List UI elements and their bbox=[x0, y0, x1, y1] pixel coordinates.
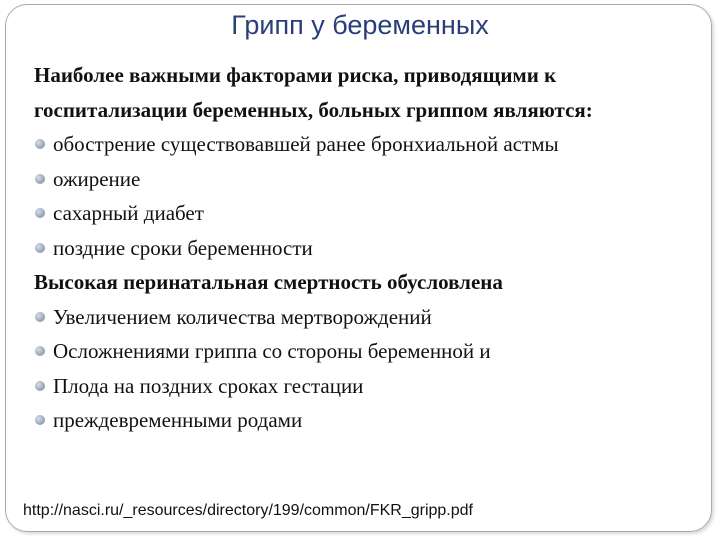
list-item-text: Увеличением количества мертворождений bbox=[53, 304, 432, 329]
list-item bbox=[34, 403, 694, 438]
list-item-text: сахарный диабет bbox=[53, 201, 204, 225]
bullet-icon bbox=[35, 174, 45, 184]
bullet-icon bbox=[35, 312, 45, 322]
bullet-icon bbox=[35, 381, 45, 391]
list-item-text: обострение существовавшей ранее бронхиальной астмы bbox=[53, 132, 559, 156]
list-item-text: Осложнениями гриппа со стороны беременной и bbox=[53, 339, 491, 363]
list-item bbox=[34, 196, 694, 231]
bullet-icon bbox=[35, 208, 45, 218]
section1-heading-line2: госпитализации беременных, больных гриппом являются: bbox=[34, 97, 593, 122]
list-item bbox=[34, 127, 694, 162]
list-item bbox=[34, 334, 694, 369]
list-item-text: Плода на поздних сроках гестации bbox=[53, 373, 364, 398]
list-item bbox=[34, 162, 694, 197]
section1-heading-line1: Наиболее важными факторами риска, приводящими к bbox=[34, 63, 557, 87]
list-item-text: преждевременными родами bbox=[53, 408, 303, 432]
bullet-icon bbox=[35, 346, 45, 356]
list-item-text: поздние сроки беременности bbox=[53, 235, 313, 260]
section2-heading: Высокая перинатальная смертность обусловлена bbox=[34, 270, 503, 294]
list-item bbox=[34, 231, 694, 266]
bullet-icon bbox=[35, 139, 45, 149]
list-item-text: ожирение bbox=[53, 166, 141, 191]
bullet-icon bbox=[35, 415, 45, 425]
slide-title: Грипп у беременных bbox=[231, 10, 489, 40]
list-item bbox=[34, 300, 694, 335]
slide-content bbox=[34, 58, 694, 438]
source-link[interactable]: http://nasci.ru/_resources/directory/199/common/FKR_gripp.pdf bbox=[23, 502, 473, 519]
list-item bbox=[34, 369, 694, 404]
bullet-icon bbox=[35, 243, 45, 253]
